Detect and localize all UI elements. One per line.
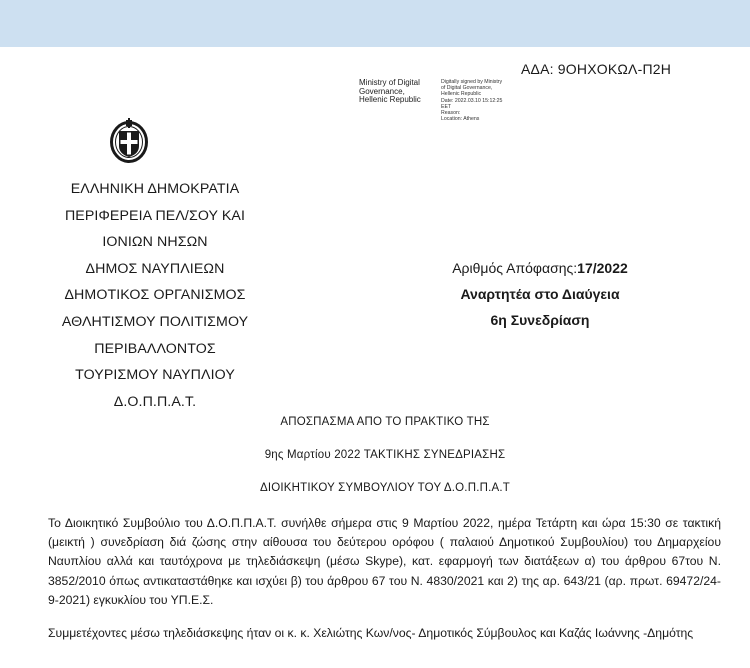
extract-heading: ΑΠΟΣΠΑΣΜΑ ΑΠΟ ΤΟ ΠΡΑΚΤΙΚΟ ΤΗΣ <box>280 416 490 428</box>
authority-line: ΠΕΡΙΦΕΡΕΙΑ ΠΕΛ/ΣΟΥ ΚΑΙ <box>64 207 246 224</box>
posting-notice: Αναρτητέα στο Διαύγεια <box>460 286 620 302</box>
decision-number-value: 17/2022 <box>577 260 628 276</box>
signature-detail-line: Digitally signed by Ministry <box>441 79 503 85</box>
signature-detail-line: of Digital Governance, <box>441 85 493 92</box>
signature-detail-line: Hellenic Republic <box>441 91 482 98</box>
signer-line: Ministry of Digital <box>359 78 420 87</box>
session-number: 6η Συνεδρίαση <box>490 312 590 328</box>
authority-line: ΑΘΛΗΤΙΣΜΟΥ ΠΟΛΙΤΙΣΜΟΥ <box>61 313 249 330</box>
hellenic-republic-emblem-icon <box>109 117 149 163</box>
ada-code: ΑΔΑ: 9ΟΗΧΟΚΩΛ-Π2Η <box>521 61 672 77</box>
decision-number <box>430 255 650 281</box>
authority-line: ΙΟΝΙΩΝ ΝΗΣΩΝ <box>102 234 208 251</box>
participants-paragraph: Συμμετέχοντες μέσω τηλεδιάσκεψης ήταν οι κ. κ. Χελιώτης Κων/νος- Δημοτικός Σύμβουλος και Καζάς Ιωάννης -Δημότης <box>48 626 694 640</box>
authority-line: ΔΗΜΟΣ ΝΑΥΠΛΙΕΩΝ <box>85 260 225 277</box>
board-heading: ΔΙΟΙΚΗΤΙΚΟΥ ΣΥΜΒΟΥΛΙΟΥ ΤΟΥ Δ.Ο.Π.Π.Α.Τ <box>259 482 510 494</box>
issuing-authority <box>40 176 270 415</box>
signature-detail-line: Reason: <box>441 110 461 117</box>
signer-line: Governance, <box>359 86 405 96</box>
authority-line: Δ.Ο.Π.Π.Α.Τ. <box>113 393 197 410</box>
decision-info <box>430 255 650 333</box>
authority-line: ΔΗΜΟΤΙΚΟΣ ΟΡΓΑΝΙΣΜΟΣ <box>64 287 246 304</box>
signature-detail-line: EET <box>441 103 452 110</box>
decision-number-label: Αριθμός Απόφασης: <box>452 260 578 276</box>
signature-detail-line: Date: 2022.03.10 15:12:25 <box>441 97 503 104</box>
authority-line: ΠΕΡΙΒΑΛΛΟΝΤΟΣ <box>94 340 216 357</box>
signer-line: Hellenic Republic <box>359 95 421 105</box>
authority-line: ΤΟΥΡΙΣΜΟΥ ΝΑΥΠΛΙΟΥ <box>75 367 235 384</box>
digital-signature-signer <box>359 79 421 105</box>
authority-line: ΕΛΛΗΝΙΚΗ ΔΗΜΟΚΡΑΤΙΑ <box>70 181 240 197</box>
top-color-band <box>0 0 750 47</box>
signature-detail-line: Location: Athens <box>441 116 480 123</box>
meeting-paragraph: Το Διοικητικό Συμβούλιο του Δ.Ο.Π.Π.Α.Τ. συνήλθε σήμερα στις 9 Μαρτίου 2022, ημέρα Τετάρτη και ώρα 15:30 σε τακτική (μεικτή ) συνεδρίαση διά ζώσης στην αίθουσα του δεύτερου ορόφου ( παλαιού Δημοτικού Συμβουλίου) του Δημαρχείου Ναυπλίου αλλά και ταυτόχρονα με τηλεδιάσκεψη (μέσω Skype), κατ. εφαρμογή των διατάξεων α) του άρθρου 67του Ν. 3852/2010 όπως αντικαταστάθηκε και ισχύει β) του άρθρου 67 του Ν. 4830/2021 και 2) της αρ. 643/21 (αρ. πρωτ. 69472/24-9-2021) εγκυκλίου του ΥΠ.Ε.Σ. <box>48 516 721 607</box>
digital-signature-details <box>441 79 502 122</box>
session-heading: 9ης Μαρτίου 2022 ΤΑΚΤΙΚΗΣ ΣΥΝΕΔΡΙΑΣΗΣ <box>264 449 506 461</box>
